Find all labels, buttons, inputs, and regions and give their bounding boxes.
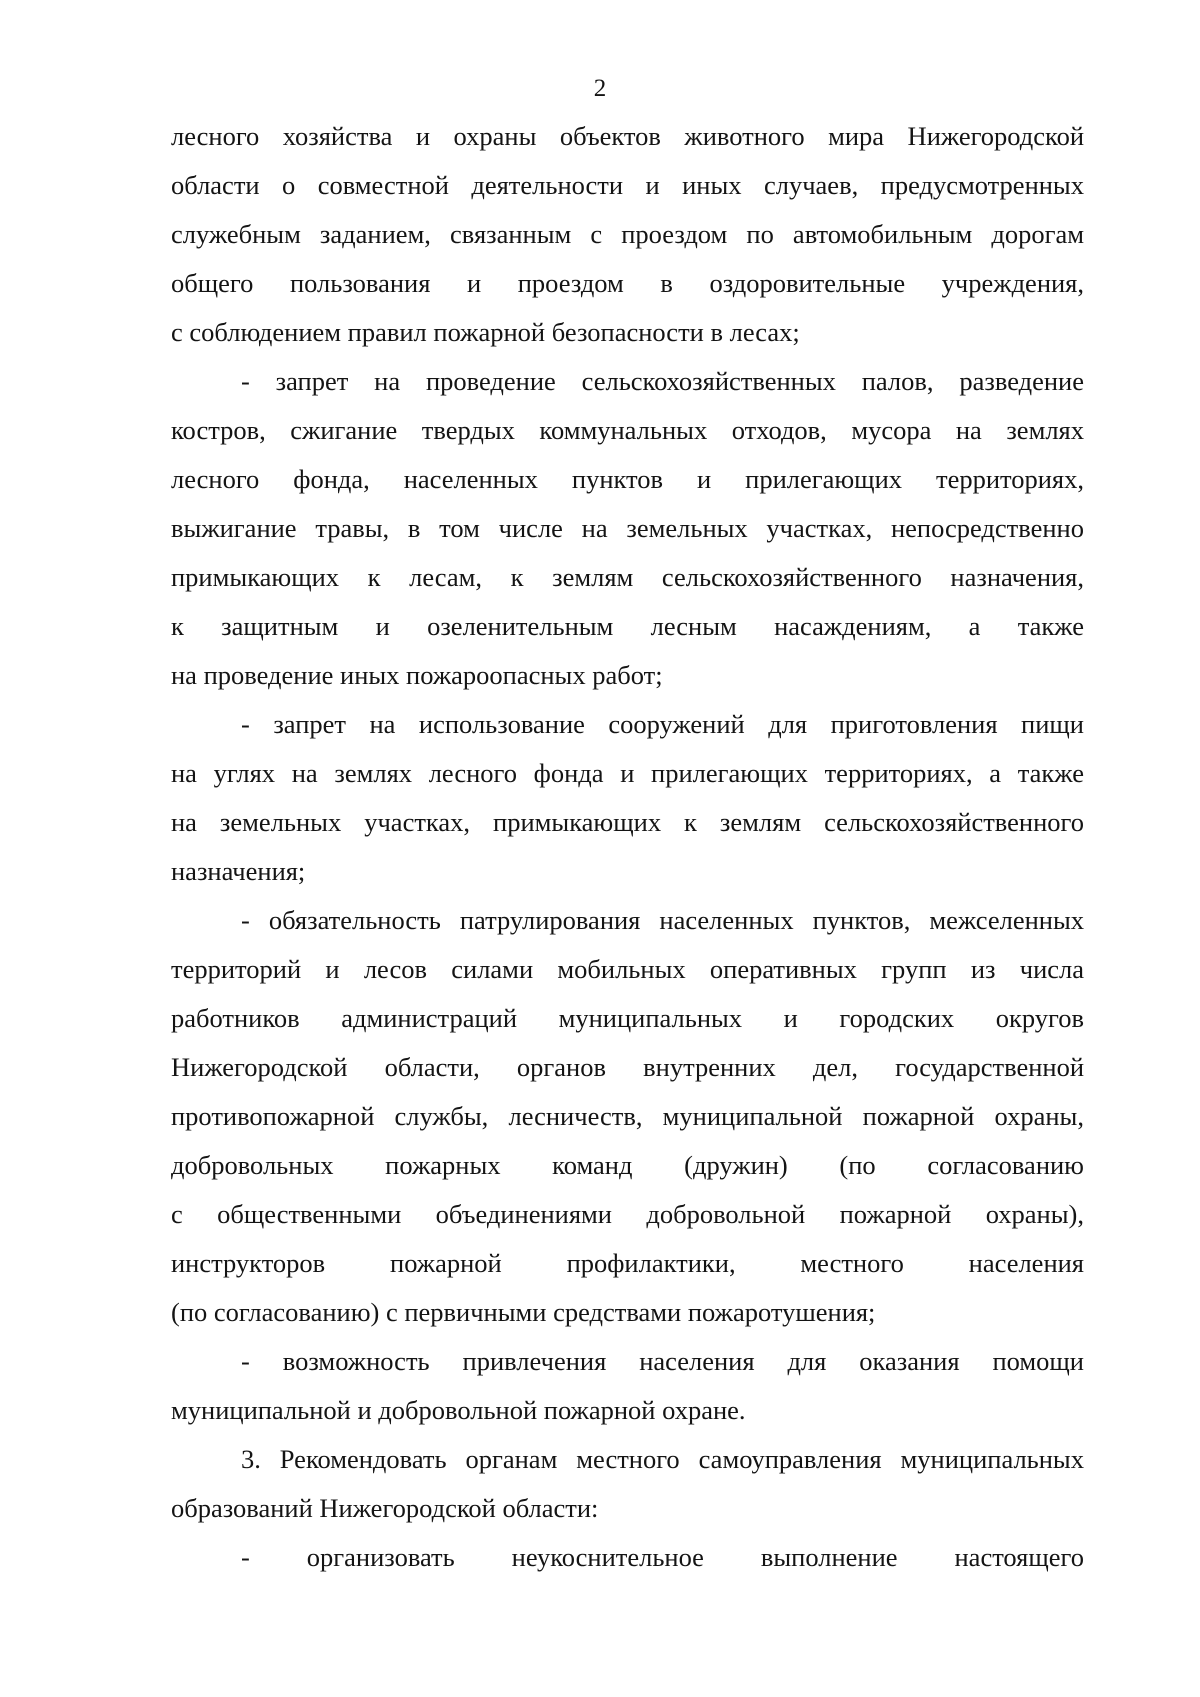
text-line: лесного хозяйства и охраны объектов животного мира Нижегородской — [171, 121, 1084, 151]
text-line: Нижегородской области, органов внутренних дел, государственной — [171, 1052, 1084, 1082]
paragraph — [171, 357, 1084, 700]
text-line: образований Нижегородской области: — [171, 1493, 599, 1523]
text-line: - обязательность патрулирования населенных пунктов, межселенных — [241, 905, 1084, 935]
text-line: территорий и лесов силами мобильных оперативных групп из числа — [171, 954, 1084, 984]
text-line: - возможность привлечения населения для оказания помощи — [241, 1346, 1084, 1376]
text-line: инструкторов пожарной профилактики, местного населения — [171, 1248, 1084, 1278]
text-line: с соблюдением правил пожарной безопасности в лесах; — [171, 317, 800, 347]
text-line: к защитным и озеленительным лесным насаждениям, а также — [171, 611, 1084, 641]
paragraph — [171, 112, 1084, 357]
text-line: работников администраций муниципальных и городских округов — [171, 1003, 1084, 1033]
text-line: костров, сжигание твердых коммунальных отходов, мусора на землях — [171, 415, 1084, 445]
text-line: противопожарной службы, лесничеств, муниципальной пожарной охраны, — [171, 1101, 1084, 1131]
document-body — [171, 112, 1084, 1582]
text-line: на углях на землях лесного фонда и прилегающих территориях, а также — [171, 758, 1084, 788]
text-line: добровольных пожарных команд (дружин) (по согласованию — [171, 1150, 1084, 1180]
text-line: - запрет на использование сооружений для приготовления пищи — [241, 709, 1084, 739]
text-line: общего пользования и проездом в оздоровительные учреждения, — [171, 268, 1084, 298]
paragraph — [171, 1435, 1084, 1533]
text-line: с общественными объединениями добровольной пожарной охраны), — [171, 1199, 1084, 1229]
text-line: лесного фонда, населенных пунктов и прилегающих территориях, — [171, 464, 1084, 494]
text-line: - запрет на проведение сельскохозяйственных палов, разведение — [241, 366, 1084, 396]
text-line: 3. Рекомендовать органам местного самоуправления муниципальных — [241, 1444, 1084, 1474]
text-line: области о совместной деятельности и иных случаев, предусмотренных — [171, 170, 1084, 200]
text-line: (по согласованию) с первичными средствами пожаротушения; — [171, 1297, 876, 1327]
text-line: служебным заданием, связанным с проездом по автомобильным дорогам — [171, 219, 1084, 249]
text-line: на земельных участках, примыкающих к землям сельскохозяйственного — [171, 807, 1084, 837]
paragraph — [171, 1533, 1084, 1582]
text-line: назначения; — [171, 856, 306, 886]
text-line: - организовать неукоснительное выполнение настоящего — [241, 1542, 1084, 1572]
page-number: 2 — [593, 75, 607, 102]
text-line: примыкающих к лесам, к землям сельскохозяйственного назначения, — [171, 562, 1084, 592]
paragraph — [171, 896, 1084, 1337]
paragraph — [171, 700, 1084, 896]
paragraph — [171, 1337, 1084, 1435]
text-line: выжигание травы, в том числе на земельных участках, непосредственно — [171, 513, 1084, 543]
text-line: муниципальной и добровольной пожарной охране. — [171, 1395, 746, 1425]
text-line: на проведение иных пожароопасных работ; — [171, 660, 663, 690]
